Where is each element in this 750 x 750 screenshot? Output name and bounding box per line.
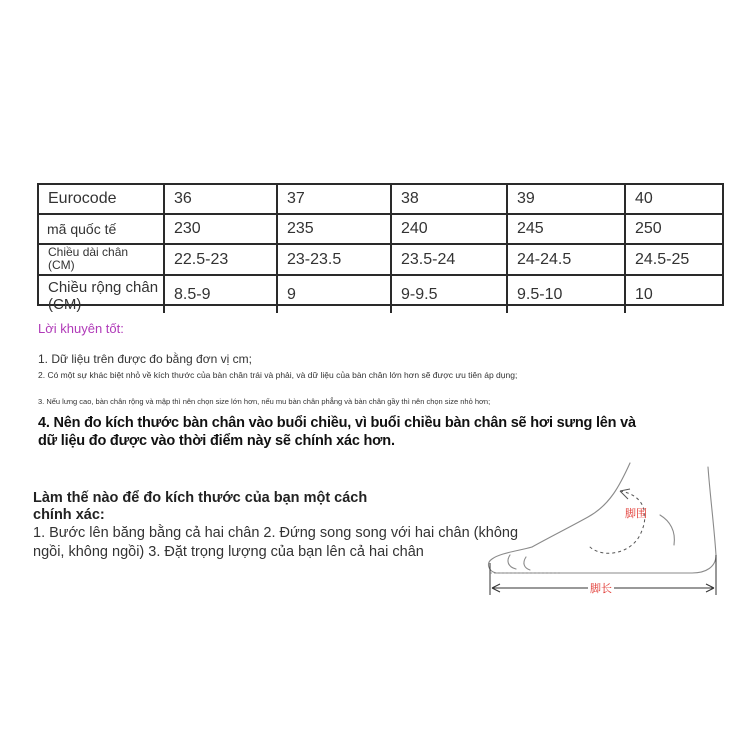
table-cell: 40 — [626, 185, 722, 215]
table-cell: 39 — [508, 185, 626, 215]
table-cell: 9.5-10 — [508, 276, 626, 313]
table-cell: 38 — [392, 185, 508, 215]
tip-4: 4. Nên đo kích thước bàn chân vào buổi chiều, vì buổi chiều bàn chân sẽ hơi sưng lên và dữ liệu đo được vào thời điểm này sẽ chính xác hơn. — [38, 415, 636, 449]
tips-title: Lời khuyên tốt: — [38, 321, 124, 336]
table-cell: 24.5-25 — [626, 245, 722, 276]
table-cell: 230 — [165, 215, 278, 245]
tip-2: 2. Có một sự khác biệt nhỏ về kích thước của bàn chân trái và phải, và dữ liệu của bàn chân lớn hơn sẽ được ưu tiên áp dụng; — [38, 370, 518, 380]
table-cell: 10 — [635, 285, 653, 303]
row-label-foot-width — [39, 276, 165, 313]
row-label-foot-length — [39, 245, 165, 276]
table-cell: 245 — [508, 215, 626, 245]
table-cell: 22.5-23 — [165, 245, 278, 276]
tip-3: 3. Nếu lưng cao, bàn chân rộng và mập thì nên chọn size lớn hơn, nếu mu bàn chân phẳng và bàn chân gầy thì nên chọn size nhỏ hơn; — [38, 397, 491, 406]
howto-instructions: 1. Bước lên băng bằng cả hai chân 2. Đứng song song với hai chân (không ngồi, không ngồi) 3. Đặt trọng lượng của bạn lên cả hai chân — [33, 525, 519, 560]
howto-title: Làm thế nào để đo kích thước của bạn một cách chính xác: — [33, 490, 368, 523]
table-cell: 36 — [165, 185, 278, 215]
table-cell: 240 — [392, 215, 508, 245]
girth-label: 脚围 — [625, 507, 647, 520]
table-cell: 23.5-24 — [392, 245, 508, 276]
table-cell: 9 — [278, 276, 392, 313]
table-cell: 8.5-9 — [165, 276, 278, 313]
row-label-foot-length-text: Chiều dài chân (CM) — [48, 245, 129, 272]
table-cell: 9-9.5 — [392, 276, 508, 313]
tip-1: 1. Dữ liệu trên được đo bằng đơn vị cm; — [38, 352, 252, 366]
table-cell: 250 — [626, 215, 722, 245]
table-cell: 235 — [278, 215, 392, 245]
row-label-eurocode: Eurocode — [39, 185, 165, 215]
foot-measure-illustration — [470, 455, 730, 605]
length-label: 脚长 — [590, 582, 612, 595]
table-cell: 24-24.5 — [508, 245, 626, 276]
table-cell: 37 — [278, 185, 392, 215]
row-label-intl-code: mã quốc tế — [39, 215, 165, 245]
size-table — [37, 183, 724, 313]
table-cell: 23-23.5 — [278, 245, 392, 276]
row-label-foot-width-text: Chiều rộng chân (CM) — [48, 279, 159, 313]
